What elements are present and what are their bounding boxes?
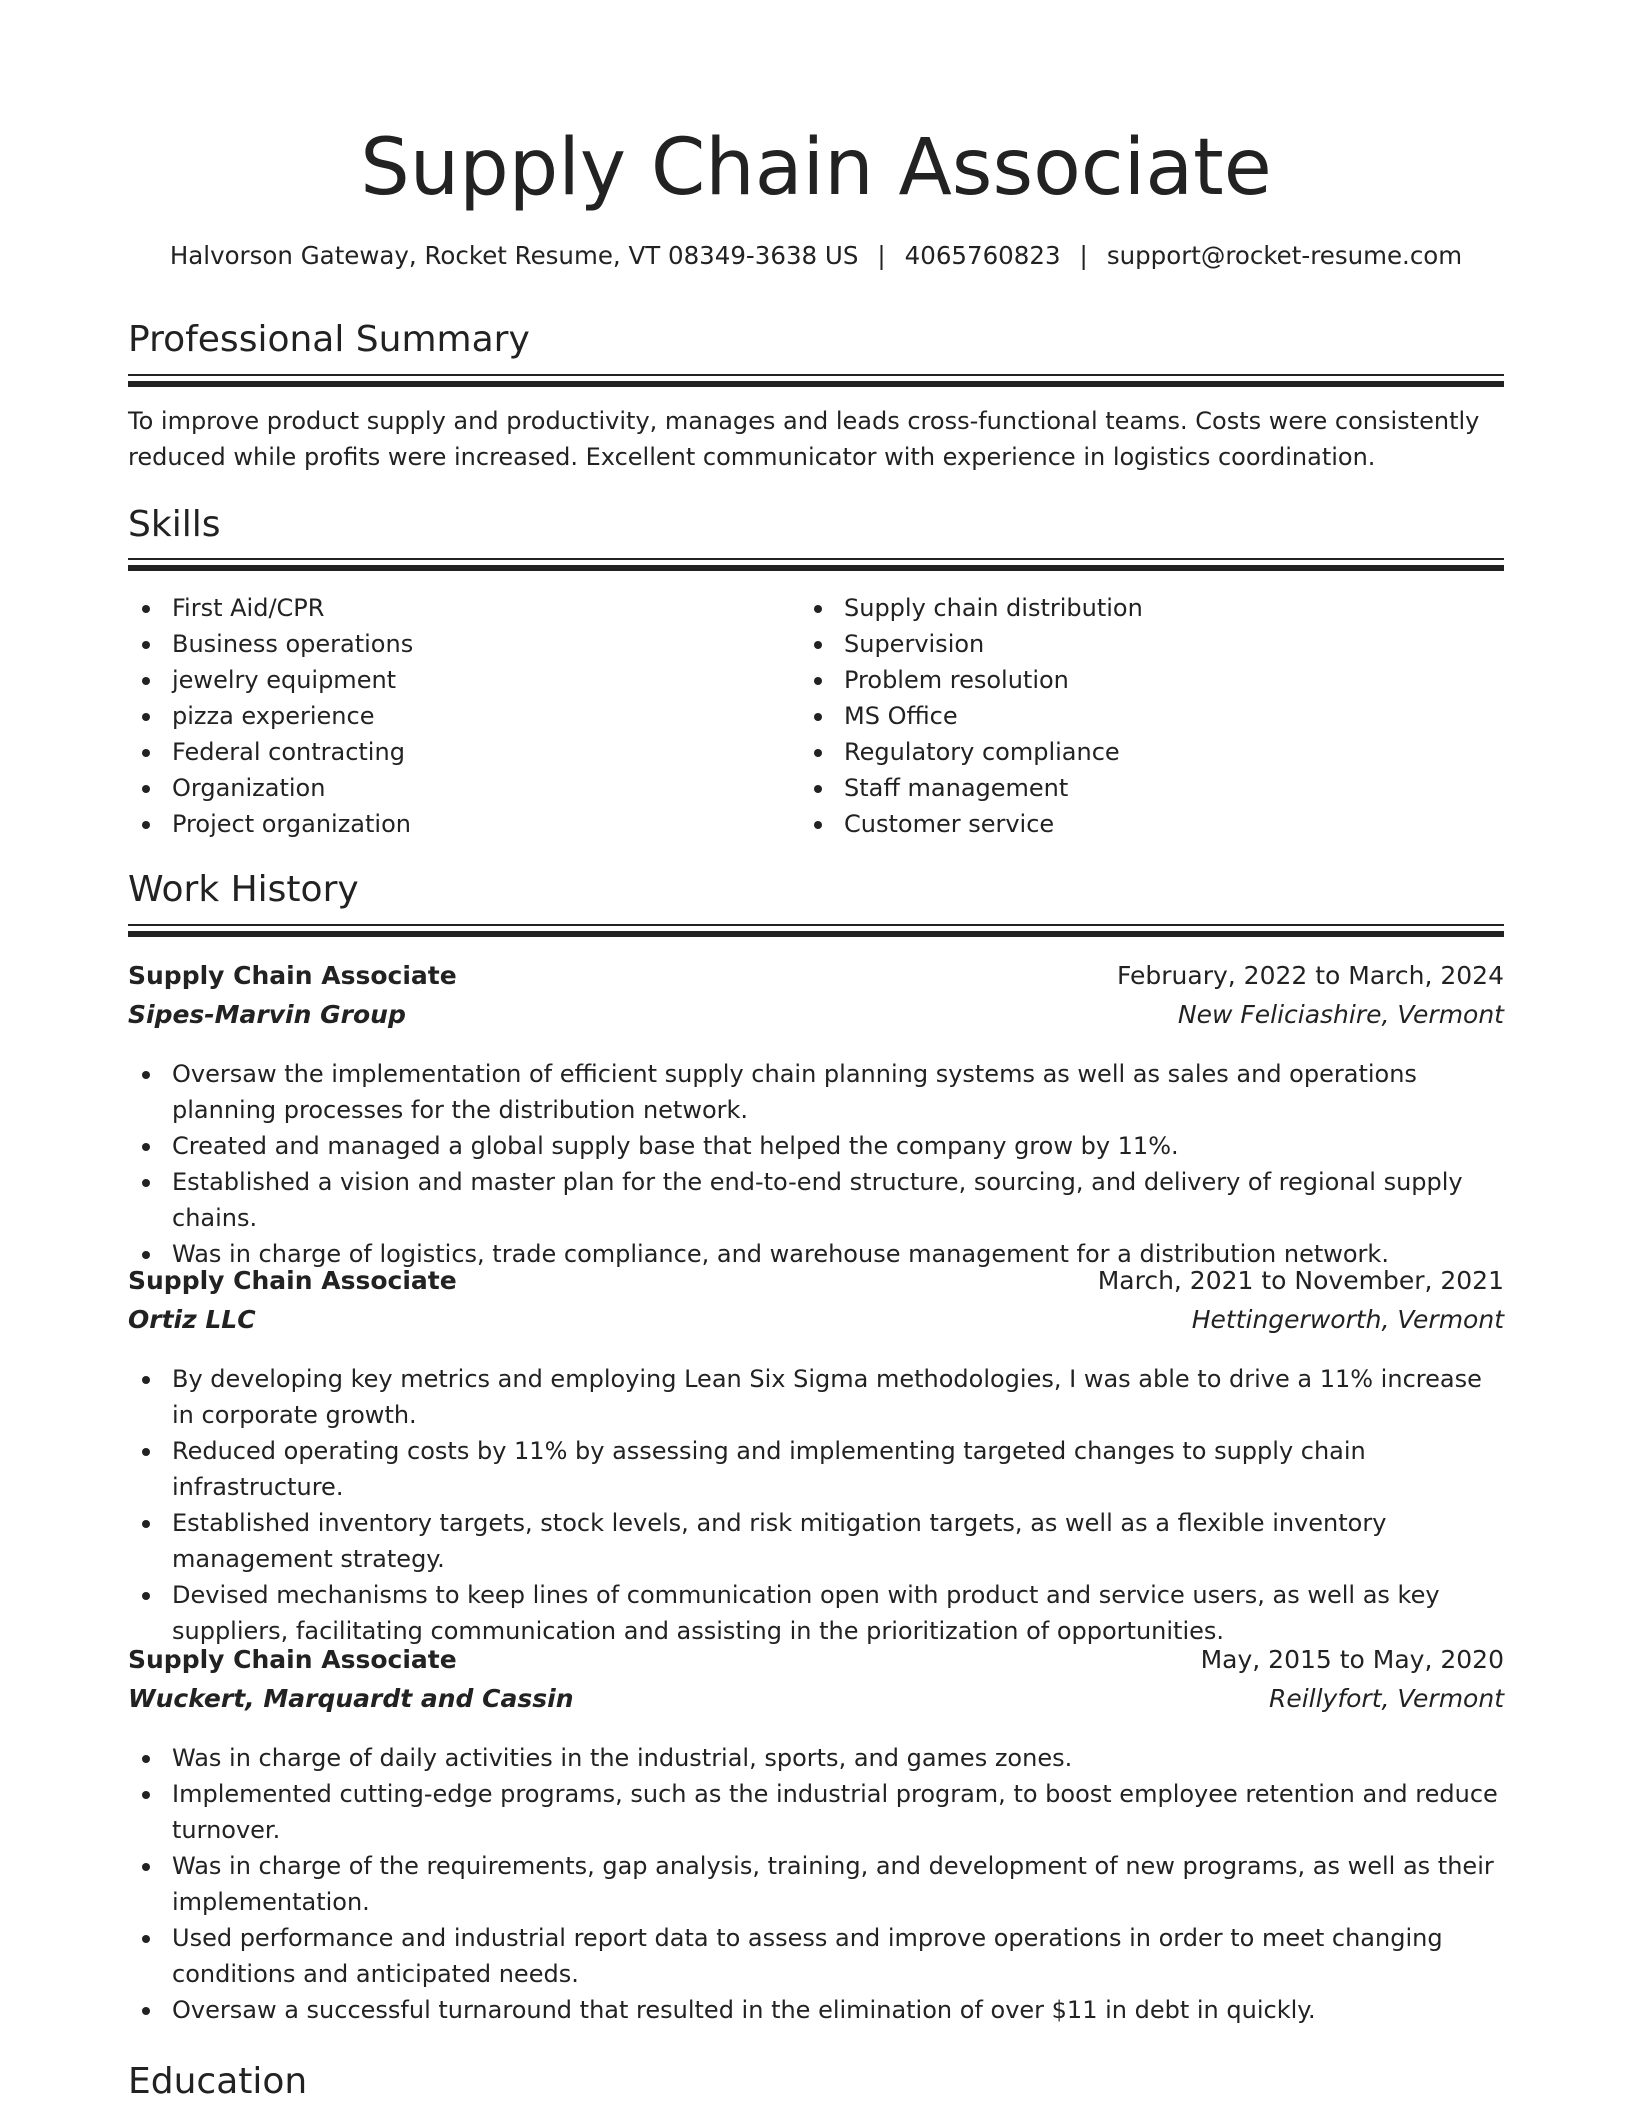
job-location: Reillyfort, Vermont (1268, 1684, 1504, 1713)
job-header (128, 1641, 1504, 1679)
contact-line (108, 238, 1524, 274)
skills-list-right (800, 590, 1460, 842)
section-divider (128, 931, 1504, 937)
job-dates: February, 2022 to March, 2024 (1116, 961, 1504, 990)
job-bullet: Created and managed a global supply base that helped the company grow by 11%. (128, 1128, 1504, 1164)
skill-item: Regulatory compliance (800, 734, 1460, 770)
job-location: New Feliciashire, Vermont (1177, 1000, 1504, 1029)
skills-list-left (128, 590, 788, 842)
contact-phone: 4065760823 (904, 241, 1061, 270)
job-bullet: Established inventory targets, stock levels, and risk mitigation targets, as well as a flexible inventory management strategy. (128, 1505, 1504, 1577)
job-dates: May, 2015 to May, 2020 (1200, 1645, 1504, 1674)
job-bullet: Devised mechanisms to keep lines of communication open with product and service users, as well as key suppliers, facilitating communication and assisting in the prioritization of opportunities. (128, 1577, 1504, 1649)
skills-heading: Skills (128, 504, 221, 545)
job-bullet: Reduced operating costs by 11% by assessing and implementing targeted changes to supply chain infrastructure. (128, 1433, 1504, 1505)
job-bullet: Implemented cutting-edge programs, such as the industrial program, to boost employee retention and reduce turnover. (128, 1776, 1504, 1848)
job-company: Wuckert, Marquardt and Cassin (128, 1684, 574, 1713)
contact-email: support@rocket-resume.com (1106, 241, 1463, 270)
job-header (128, 957, 1504, 995)
contact-separator: | (1079, 241, 1088, 270)
skill-item: Organization (128, 770, 788, 806)
job-title: Supply Chain Associate (128, 1266, 457, 1295)
skill-item: Staff management (800, 770, 1460, 806)
job-dates: March, 2021 to November, 2021 (1097, 1266, 1504, 1295)
skill-item: Federal contracting (128, 734, 788, 770)
skill-item: Customer service (800, 806, 1460, 842)
resume-page (128, 0, 1504, 2112)
skill-item: Supply chain distribution (800, 590, 1460, 626)
summary-text: To improve product supply and productivity, manages and leads cross-functional teams. Costs were consistently reduced while profits were increased. Excellent communicator with experience in logistics coordination. (128, 407, 1480, 471)
job-bullet-list (128, 1056, 1504, 1272)
section-divider (128, 565, 1504, 571)
job-bullet-list (128, 1740, 1504, 2028)
section-divider (128, 374, 1504, 376)
job-title: Supply Chain Associate (128, 961, 457, 990)
job-bullet: By developing key metrics and employing Lean Six Sigma methodologies, I was able to drive a 11% increase in corporate growth. (128, 1361, 1504, 1433)
job-bullet: Oversaw a successful turnaround that resulted in the elimination of over $11 in debt in quickly. (128, 1992, 1504, 2028)
section-divider (128, 381, 1504, 387)
job-location: Hettingerworth, Vermont (1191, 1305, 1504, 1334)
job-company: Ortiz LLC (128, 1305, 256, 1334)
job-title: Supply Chain Associate (128, 1645, 457, 1674)
job-bullet: Was in charge of daily activities in the industrial, sports, and games zones. (128, 1740, 1504, 1776)
skill-item: jewelry equipment (128, 662, 788, 698)
job-subheader (128, 1301, 1504, 1339)
skill-item: Business operations (128, 626, 788, 662)
job-bullet: Was in charge of the requirements, gap analysis, training, and development of new programs, as well as their implementation. (128, 1848, 1504, 1920)
job-bullet-list (128, 1361, 1504, 1649)
section-divider (128, 558, 1504, 560)
skill-item: pizza experience (128, 698, 788, 734)
education-heading: Education (128, 2061, 308, 2102)
job-bullet: Used performance and industrial report data to assess and improve operations in order to meet changing conditions and anticipated needs. (128, 1920, 1504, 1992)
contact-separator: | (877, 241, 886, 270)
skill-item: Project organization (128, 806, 788, 842)
contact-address: Halvorson Gateway, Rocket Resume, VT 08349-3638 US (169, 241, 859, 270)
resume-title: Supply Chain Associate (360, 123, 1272, 213)
work-heading: Work History (128, 869, 359, 910)
skill-item: MS Office (800, 698, 1460, 734)
skill-item: First Aid/CPR (128, 590, 788, 626)
job-subheader (128, 1680, 1504, 1718)
skill-item: Supervision (800, 626, 1460, 662)
job-bullet: Was in charge of logistics, trade compliance, and warehouse management for a distribution network. (128, 1236, 1504, 1272)
summary-heading: Professional Summary (128, 319, 530, 360)
job-bullet: Established a vision and master plan for the end-to-end structure, sourcing, and delivery of regional supply chains. (128, 1164, 1504, 1236)
job-header (128, 1262, 1504, 1300)
skill-item: Problem resolution (800, 662, 1460, 698)
section-divider (128, 924, 1504, 926)
job-subheader (128, 996, 1504, 1034)
job-company: Sipes-Marvin Group (128, 1000, 406, 1029)
job-bullet: Oversaw the implementation of efficient supply chain planning systems as well as sales and operations planning processes for the distribution network. (128, 1056, 1504, 1128)
